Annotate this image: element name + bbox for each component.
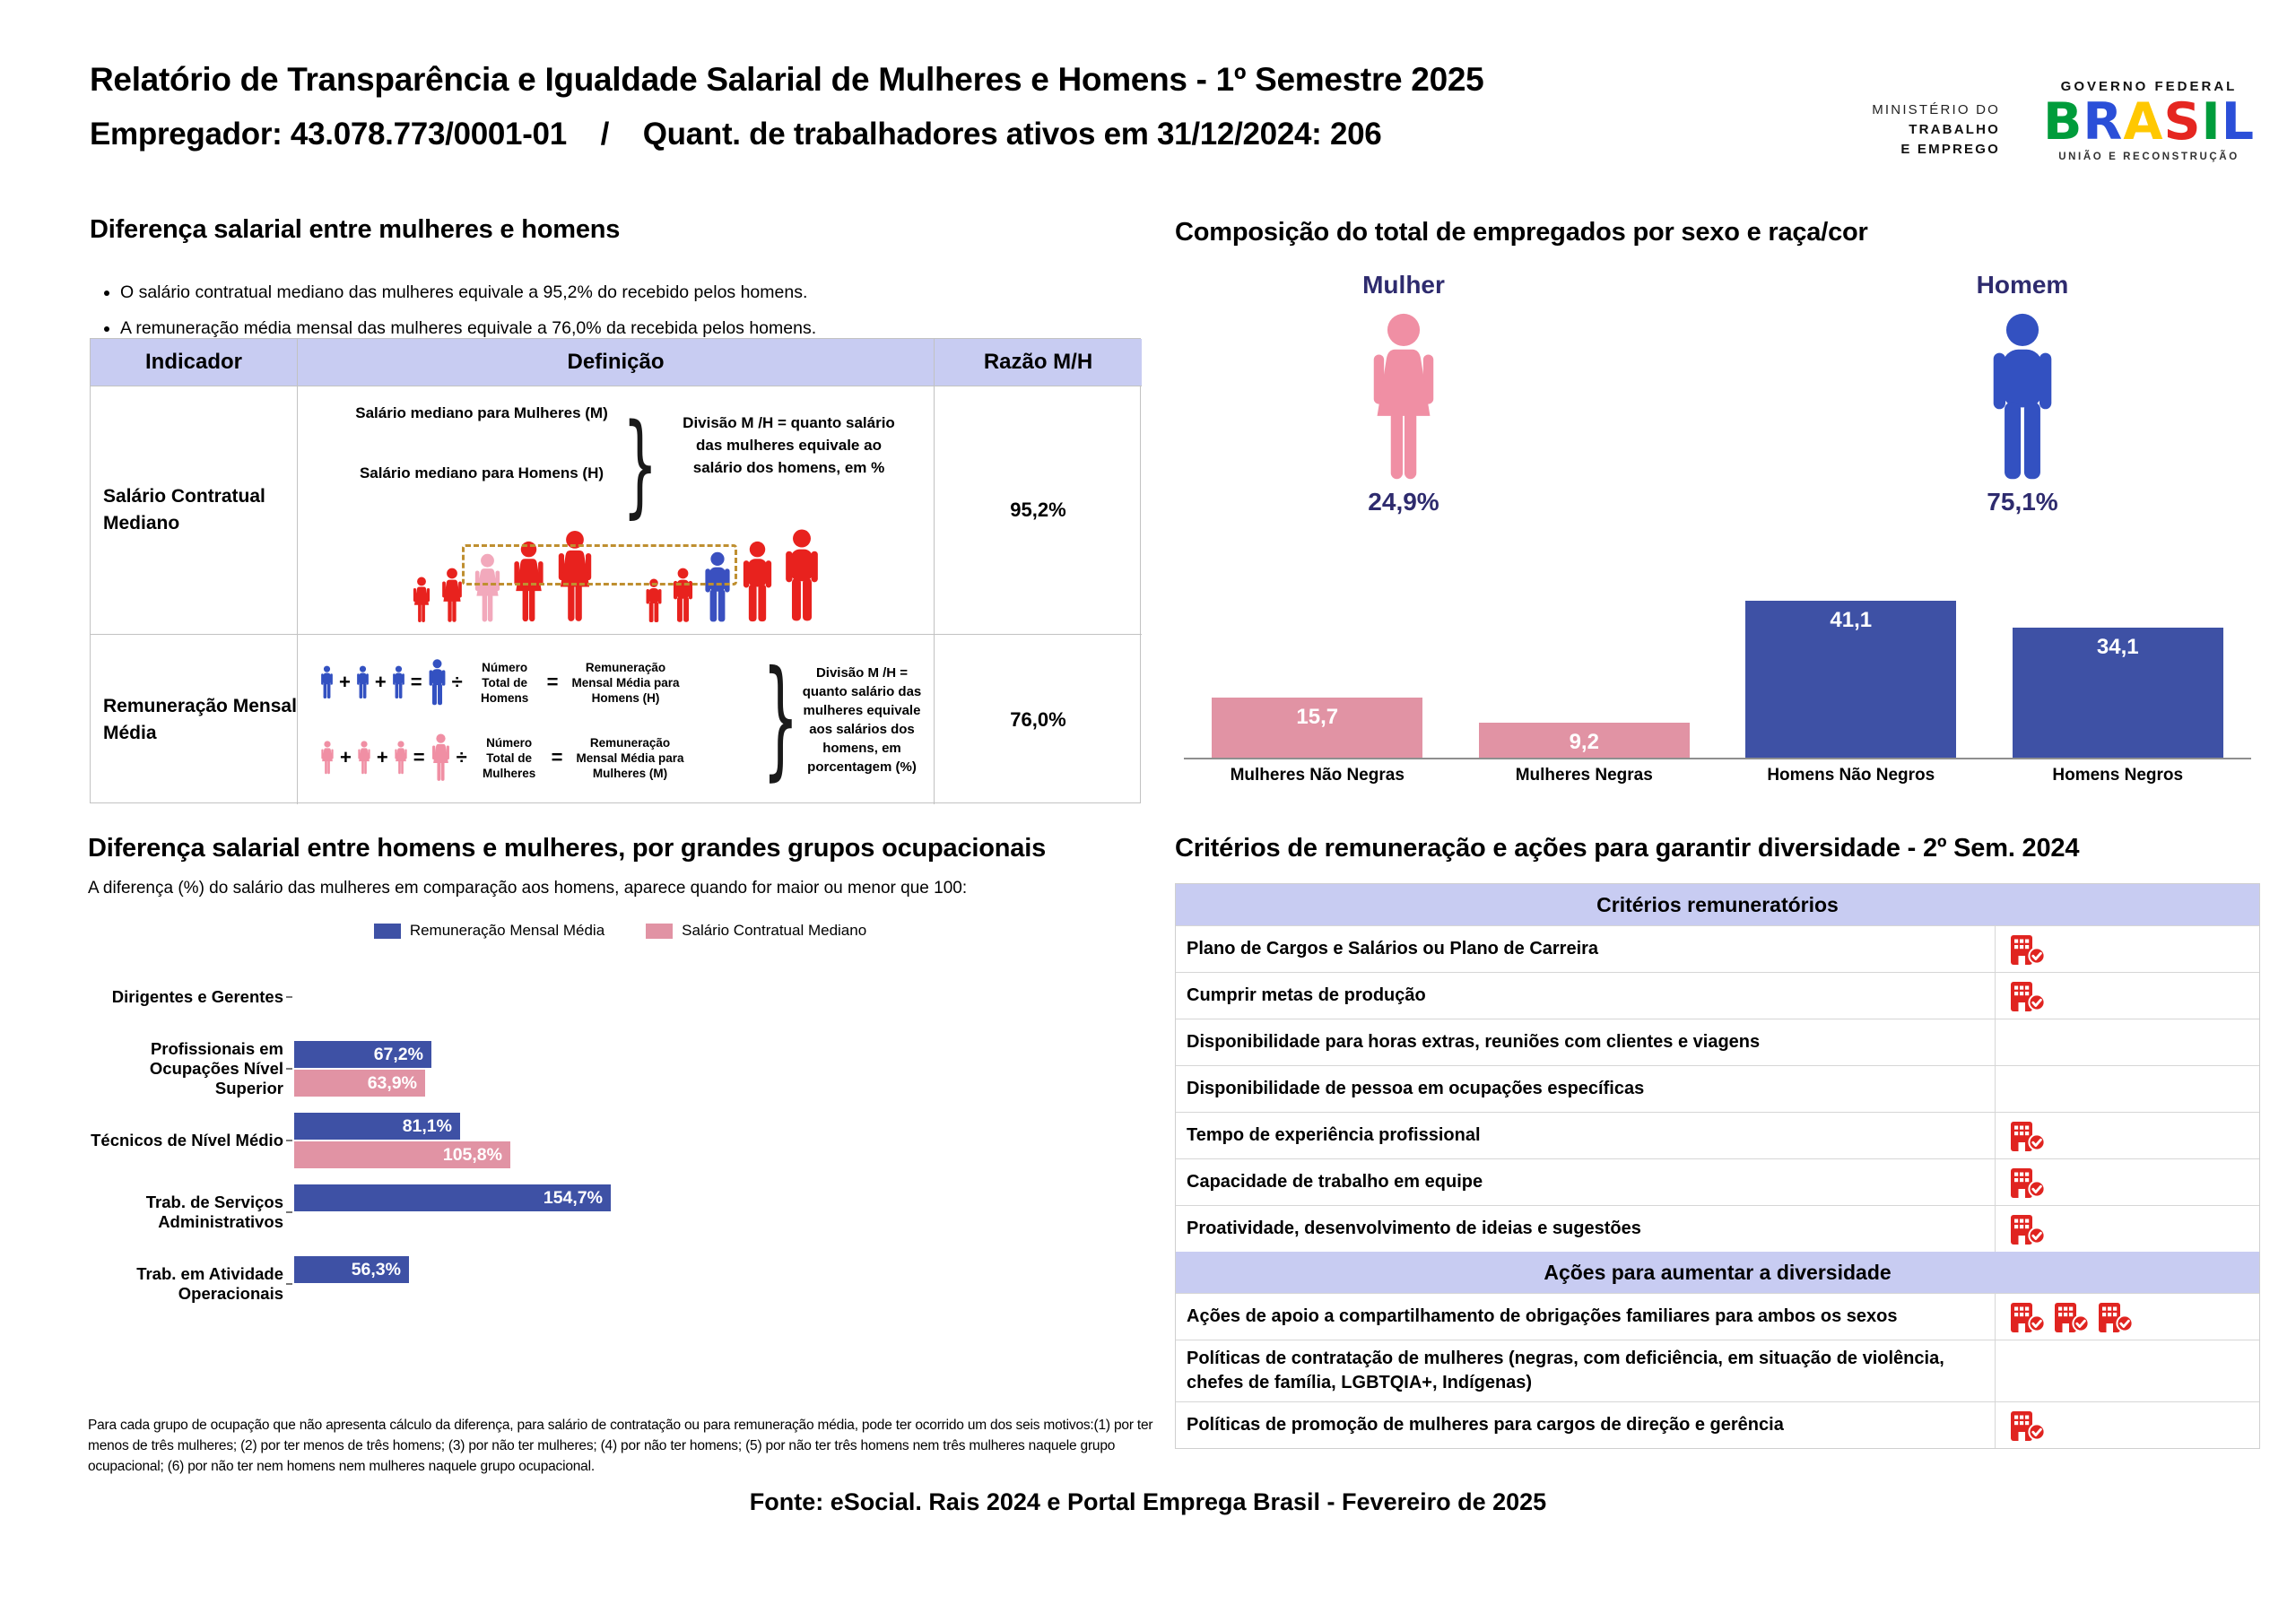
criteria-label: Cumprir metas de produção [1187, 985, 1426, 1005]
criteria-label: Políticas de promoção de mulheres para cargos de direção e gerência [1187, 1415, 1784, 1435]
median-highlight-box [462, 544, 737, 585]
criteria-icons-cell [1995, 973, 2259, 1019]
brasil-logo-letter: S [2163, 92, 2202, 152]
equals-glyph: = [413, 746, 425, 768]
bar-salario-mediano [294, 1070, 425, 1097]
ministry-logo [1812, 100, 2000, 160]
pay-gap-table [90, 338, 1141, 803]
criteria-row [1176, 972, 2259, 1019]
ratio-remuneracao-media: 76,0% [934, 634, 1142, 804]
composition-section [1166, 215, 2278, 816]
occupation-group-row [88, 961, 1152, 1033]
chart-legend [88, 922, 1152, 940]
ministry-line3: E EMPREGO [1900, 142, 2000, 157]
bullet-average-salary: • A remuneração média mensal das mulheres equivale a 76,0% da recebida pelos homens. [120, 318, 1144, 339]
median-definitions [347, 404, 616, 482]
uniao-reconstrucao-label: UNIÃO E RECONSTRUÇÃO [2058, 152, 2239, 162]
definition-salario-contratual [297, 386, 934, 634]
person-man-icon [356, 665, 370, 699]
occupation-label: Trab. em Atividade Operacionais [136, 1264, 283, 1303]
division-note: Divisão M /H = quanto salário das mulheres equivale aos salários dos homens, em porcentagem (%) [802, 665, 922, 775]
bar-category-label: Homens Negros [2052, 766, 2184, 785]
criteria-row [1176, 1065, 2259, 1112]
composition-bar-column [1184, 698, 1451, 758]
bar-value-label: 15,7 [1296, 705, 1339, 729]
criteria-row [1176, 1293, 2259, 1340]
criteria-label: Tempo de experiência profissional [1187, 1125, 1481, 1145]
bar-value-label: 105,8% [442, 1145, 502, 1165]
occupational-subtitle: A diferença (%) do salário das mulheres em comparação aos homens, aparece quando for maior ou menor que 100: [88, 879, 968, 898]
criteria-label: Proatividade, desenvolvimento de ideias e sugestões [1187, 1219, 1641, 1238]
criteria-icons-cell [1995, 1159, 2259, 1205]
occupation-group-row [88, 1105, 1152, 1176]
bar-value-label: 63,9% [367, 1073, 417, 1093]
brace-glyph: } [622, 399, 658, 530]
mulher-percentage: 24,9% [1368, 488, 1439, 516]
bar-value-label: 56,3% [351, 1260, 401, 1279]
axis-tick [286, 1140, 292, 1141]
brasil-logo [2023, 94, 2274, 150]
occupation-bars [292, 1176, 1152, 1248]
bar-remuneracao-media [294, 1184, 611, 1211]
legend-swatch [646, 924, 673, 939]
criteria-icons-cell [1995, 1206, 2259, 1252]
brasil-logo-letter: I [2201, 92, 2222, 152]
axis-tick [286, 996, 292, 998]
plus-glyph: + [376, 746, 388, 768]
homem-percentage: 75,1% [1987, 488, 2058, 516]
brace-glyph: } [762, 645, 799, 795]
bar-value-label: 154,7% [543, 1188, 603, 1208]
column-header-razao: Razão M/H [934, 339, 1142, 386]
building-check-icon [2010, 1302, 2046, 1332]
criteria-row [1176, 1401, 2259, 1448]
pay-gap-section [90, 215, 1144, 795]
person-woman-icon [430, 733, 451, 782]
building-check-icon [2054, 1302, 2090, 1332]
division-note: Divisão M /H = quanto salário das mulheres equivale ao salário dos homens, em % [683, 414, 895, 476]
male-composition-block [1924, 271, 2121, 516]
person-woman-icon [320, 741, 335, 775]
composition-bar-column [1451, 723, 1718, 758]
pay-gap-bullets [120, 282, 1144, 339]
governo-federal-label: GOVERNO FEDERAL [2060, 79, 2238, 94]
building-check-icon [2098, 1302, 2134, 1332]
criteria-icons-cell [1995, 926, 2259, 972]
bullet-median-salary: • O salário contratual mediano das mulheres equivale a 95,2% do recebido pelos homens. [120, 282, 1144, 303]
woman-icon [1365, 312, 1442, 482]
criteria-table [1175, 883, 2260, 1449]
criteria-icons-cell [1995, 1340, 2259, 1401]
occupational-title: Diferença salarial entre homens e mulheres, por grandes grupos ocupacionais [88, 834, 1047, 863]
occupation-label: Dirigentes e Gerentes [111, 987, 283, 1006]
page-title: Relatório de Transparência e Igualdade Salarial de Mulheres e Homens - 1º Semestre 2025 [90, 61, 1484, 98]
bar-category-label: Homens Não Negros [1767, 766, 1935, 785]
source-footer: Fonte: eSocial. Rais 2024 e Portal Emprega Brasil - Fevereiro de 2025 [749, 1488, 1547, 1515]
bar-salario-mediano [294, 1141, 510, 1168]
criteria-icons-cell [1995, 1113, 2259, 1158]
divide-glyph: ÷ [456, 746, 467, 768]
composition-bar [1212, 698, 1422, 758]
men-count-label: Número Total de Homens [481, 660, 529, 705]
criteria-row [1176, 1340, 2259, 1401]
equals-glyph: = [546, 671, 559, 693]
occupational-section [88, 834, 1153, 1474]
occupation-bars [292, 1105, 1152, 1176]
man-icon [1987, 312, 2058, 482]
occupation-group-row [88, 1176, 1152, 1248]
ratio-salario-contratual: 95,2% [934, 386, 1142, 634]
bar-remuneracao-media [294, 1113, 460, 1140]
composition-bar [2013, 628, 2223, 758]
plus-glyph: + [374, 671, 387, 693]
brasil-logo-letter: L [2221, 92, 2256, 152]
person-man-icon [320, 665, 334, 699]
bar-value-label: 41,1 [1830, 608, 1873, 632]
building-check-icon [2010, 1167, 2046, 1198]
bar-remuneracao-media [294, 1041, 431, 1068]
women-count-label: Número Total de Mulheres [483, 735, 536, 780]
occupation-label: Técnicos de Nível Médio [91, 1131, 283, 1149]
axis-tick [286, 1068, 292, 1070]
composition-bar-labels [1184, 766, 2251, 785]
criteria-row [1176, 925, 2259, 972]
definition-remuneracao-media [297, 634, 934, 804]
indicator-salario-contratual: Salário Contratual Mediano [91, 386, 297, 634]
population-pictogram [412, 528, 821, 623]
criteria-row [1176, 1205, 2259, 1252]
legend-item [646, 922, 866, 940]
person-woman-icon [394, 741, 408, 775]
occupation-bars [292, 1033, 1152, 1105]
person-man-icon [392, 665, 405, 699]
ministry-line2: TRABALHO [1909, 122, 2000, 137]
bar-category-label: Mulheres Não Negras [1230, 766, 1405, 785]
bar-value-label: 9,2 [1569, 730, 1599, 754]
occupation-group-row [88, 1248, 1152, 1320]
median-women-label: Salário mediano para Mulheres (M) [355, 404, 608, 421]
column-header-indicador: Indicador [91, 339, 297, 386]
occupation-group-row [88, 1033, 1152, 1105]
women-average-formula [320, 722, 692, 794]
building-check-icon [2010, 934, 2046, 965]
median-men-label: Salário mediano para Homens (H) [359, 464, 604, 481]
composition-title: Composição do total de empregados por sexo e raça/cor [1175, 218, 1868, 247]
axis-tick [286, 1211, 292, 1213]
building-check-icon [2010, 1410, 2046, 1441]
axis-tick [286, 1283, 292, 1285]
criteria-label: Ações de apoio a compartilhamento de obrigações familiares para ambos os sexos [1187, 1306, 1898, 1326]
criteria-label: Disponibilidade para horas extras, reuniões com clientes e viagens [1187, 1032, 1761, 1052]
building-check-icon [2010, 1214, 2046, 1245]
employer-line: Empregador: 43.078.773/0001-01 / Quant. de trabalhadores ativos em 31/12/2024: 206 [90, 117, 1382, 152]
criteria-title: Critérios de remuneração e ações para garantir diversidade - 2º Sem. 2024 [1175, 834, 2080, 863]
person-woman-icon [412, 577, 431, 623]
criteria-label: Capacidade de trabalho em equipe [1187, 1172, 1483, 1192]
equals-glyph: = [410, 671, 422, 693]
criteria-icons-cell [1995, 1402, 2259, 1448]
men-average-formula [320, 646, 688, 718]
men-average-label: Remuneração Mensal Média para Homens (H) [571, 660, 680, 705]
mulher-label: Mulher [1362, 271, 1445, 299]
building-check-icon [2010, 1121, 2046, 1151]
person-woman-icon [357, 741, 371, 775]
criteria-icons-cell [1995, 1019, 2259, 1065]
divide-glyph: ÷ [451, 671, 463, 693]
bar-remuneracao-media [294, 1256, 409, 1283]
mulher-figure [1305, 312, 1502, 482]
occupational-bar-chart [88, 961, 1152, 1320]
criteria-row [1176, 1158, 2259, 1205]
legend-label: Salário Contratual Mediano [682, 922, 867, 939]
column-header-definicao: Definição [297, 339, 934, 386]
legend-swatch [374, 924, 401, 939]
occupation-label: Trab. de Serviços Administrativos [145, 1193, 283, 1231]
criteria-section-header: Critérios remuneratórios [1176, 884, 2259, 925]
brasil-logo-letter: R [2083, 92, 2124, 152]
criteria-row [1176, 1019, 2259, 1065]
occupation-bars [292, 1248, 1152, 1320]
criteria-row [1176, 1112, 2259, 1158]
composition-bar [1479, 723, 1690, 758]
indicator-remuneracao-media: Remuneração Mensal Média [91, 634, 297, 804]
group-gap [604, 620, 636, 623]
bar-value-label: 67,2% [373, 1045, 423, 1064]
brasil-logo-letter: B [2042, 92, 2083, 152]
criteria-label: Disponibilidade de pessoa em ocupações específicas [1187, 1079, 1645, 1098]
occupation-bars [292, 961, 1152, 1033]
bar-category-label: Mulheres Negras [1515, 766, 1653, 785]
criteria-icons-cell [1995, 1066, 2259, 1112]
criteria-section-header: Ações para aumentar a diversidade [1176, 1252, 2259, 1293]
building-check-icon [2010, 981, 2046, 1011]
plus-glyph: + [340, 746, 352, 768]
occupation-label: Profissionais em Ocupações Nível Superior [149, 1039, 283, 1097]
equals-glyph: = [551, 746, 563, 768]
composition-bar-column [1718, 601, 1985, 758]
female-composition-block [1305, 271, 1502, 516]
brasil-logo-letter: A [2123, 92, 2164, 152]
composition-bar-column [1985, 628, 2252, 758]
bar-value-label: 34,1 [2096, 635, 2139, 659]
criteria-section [1175, 834, 2260, 1435]
homem-figure [1924, 312, 2121, 482]
pay-gap-title: Diferença salarial entre mulheres e homens [90, 215, 621, 244]
composition-bar-chart [1184, 592, 2251, 759]
legend-item [374, 922, 604, 940]
ministry-line1: MINISTÉRIO DO [1872, 102, 2000, 117]
women-average-label: Remuneração Mensal Média para Mulheres (M) [576, 735, 684, 780]
plus-glyph: + [339, 671, 351, 693]
criteria-label: Políticas de contratação de mulheres (negras, com deficiência, em situação de violência, chefes de família, LGBTQIA+, Indígenas) [1187, 1349, 1944, 1392]
homem-label: Homem [1976, 271, 2069, 299]
legend-label: Remuneração Mensal Média [409, 922, 605, 939]
governo-federal-logo [2023, 79, 2274, 162]
occupational-footnote: Para cada grupo de ocupação que não apresenta cálculo da diferença, para salário de contratação ou para remuneração média, pode ter ocorrido um dos seis motivos:(1) por ter menos de três mulheres; (2) por ter menos de três homens; (3) por não ter mulheres; (4) por não ter homens; (5) por não ter três homens nem três mulheres naquele grupo ocupacional; (6) por não ter nem homens nem mulheres naquele grupo ocupacional. [88, 1418, 1153, 1474]
person-woman-icon [440, 568, 464, 623]
person-man-icon [428, 658, 447, 707]
bar-value-label: 81,1% [402, 1116, 452, 1136]
composition-bar [1745, 601, 1956, 758]
criteria-label: Plano de Cargos e Salários ou Plano de Carreira [1187, 939, 1599, 958]
criteria-icons-cell [1995, 1294, 2259, 1340]
